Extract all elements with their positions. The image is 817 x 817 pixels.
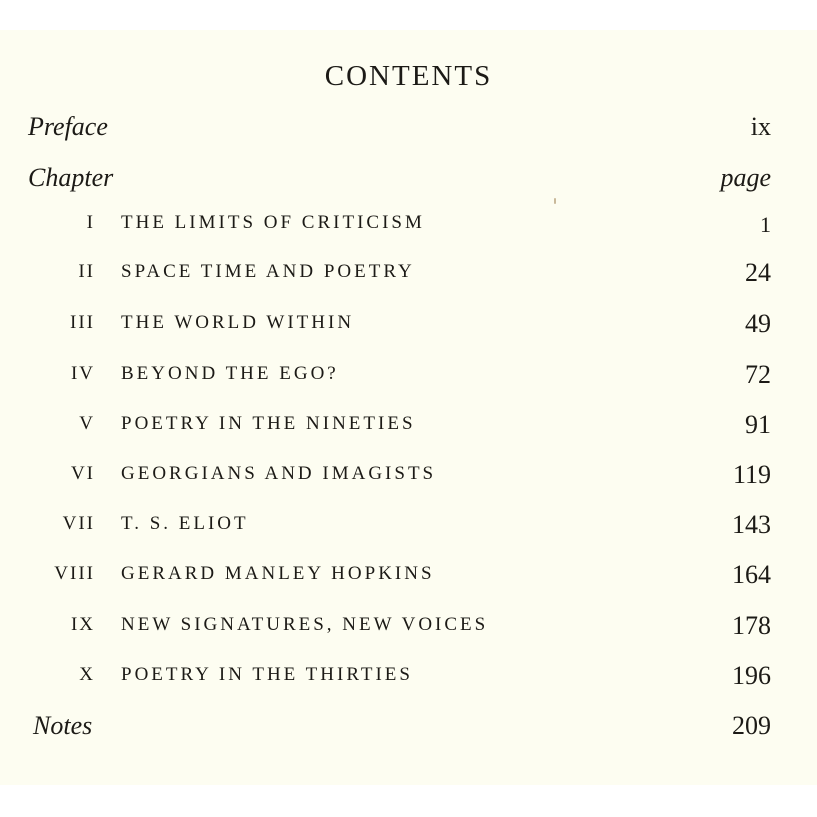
toc-row-chapter-5 xyxy=(0,410,817,450)
toc-row-chapter-3 xyxy=(0,309,817,349)
chapter-title: GERARD MANLEY HOPKINS xyxy=(121,563,435,584)
chapter-title: POETRY IN THE NINETIES xyxy=(121,413,416,434)
chapter-number: IV xyxy=(70,363,95,384)
preface-page: ix xyxy=(750,112,771,141)
chapter-page: 72 xyxy=(745,360,771,389)
toc-row-chapter-9 xyxy=(0,611,817,651)
toc-row-chapter-8 xyxy=(0,560,817,600)
preface-label: Preface xyxy=(28,112,108,141)
chapter-page: 143 xyxy=(732,510,771,539)
toc-row-notes xyxy=(0,711,817,751)
chapter-title: NEW SIGNATURES, NEW VOICES xyxy=(121,614,489,635)
notes-page: 209 xyxy=(732,711,771,740)
chapter-page: 164 xyxy=(732,560,771,589)
chapter-number: I xyxy=(86,212,95,233)
toc-row-chapter-1 xyxy=(0,210,817,250)
toc-row-chapter-7 xyxy=(0,510,817,550)
book-page xyxy=(0,30,817,785)
chapter-number: VIII xyxy=(54,563,95,584)
chapter-title: THE LIMITS OF CRITICISM xyxy=(121,212,425,233)
toc-row-preface xyxy=(0,112,817,152)
chapter-number: III xyxy=(70,312,95,333)
chapter-page: 91 xyxy=(745,410,771,439)
toc-header-row xyxy=(0,163,817,203)
toc-row-chapter-10 xyxy=(0,661,817,701)
chapter-title: THE WORLD WITHIN xyxy=(121,312,355,333)
chapter-title: POETRY IN THE THIRTIES xyxy=(121,664,413,685)
toc-row-chapter-6 xyxy=(0,460,817,500)
chapter-page: 49 xyxy=(745,309,771,338)
chapter-title: GEORGIANS AND IMAGISTS xyxy=(121,463,437,484)
page-heading: page xyxy=(720,163,771,192)
chapter-number: VII xyxy=(62,513,95,534)
page-title: CONTENTS xyxy=(324,60,493,92)
paper-speck xyxy=(554,198,556,204)
chapter-page: 24 xyxy=(745,258,771,287)
chapter-page: 1 xyxy=(760,212,771,237)
chapter-title: SPACE TIME AND POETRY xyxy=(121,261,415,282)
chapter-heading: Chapter xyxy=(28,163,114,192)
chapter-number: II xyxy=(78,261,95,282)
chapter-page: 178 xyxy=(732,611,771,640)
toc-row-chapter-4 xyxy=(0,360,817,400)
toc-row-chapter-2 xyxy=(0,258,817,298)
chapter-number: X xyxy=(79,664,95,685)
chapter-title: BEYOND THE EGO? xyxy=(121,363,339,384)
chapter-page: 119 xyxy=(732,460,771,489)
chapter-number: VI xyxy=(70,463,95,484)
chapter-title: T. S. ELIOT xyxy=(121,513,249,534)
chapter-number: V xyxy=(79,413,95,434)
chapter-number: IX xyxy=(70,614,95,635)
chapter-page: 196 xyxy=(732,661,771,690)
notes-label: Notes xyxy=(33,711,93,740)
